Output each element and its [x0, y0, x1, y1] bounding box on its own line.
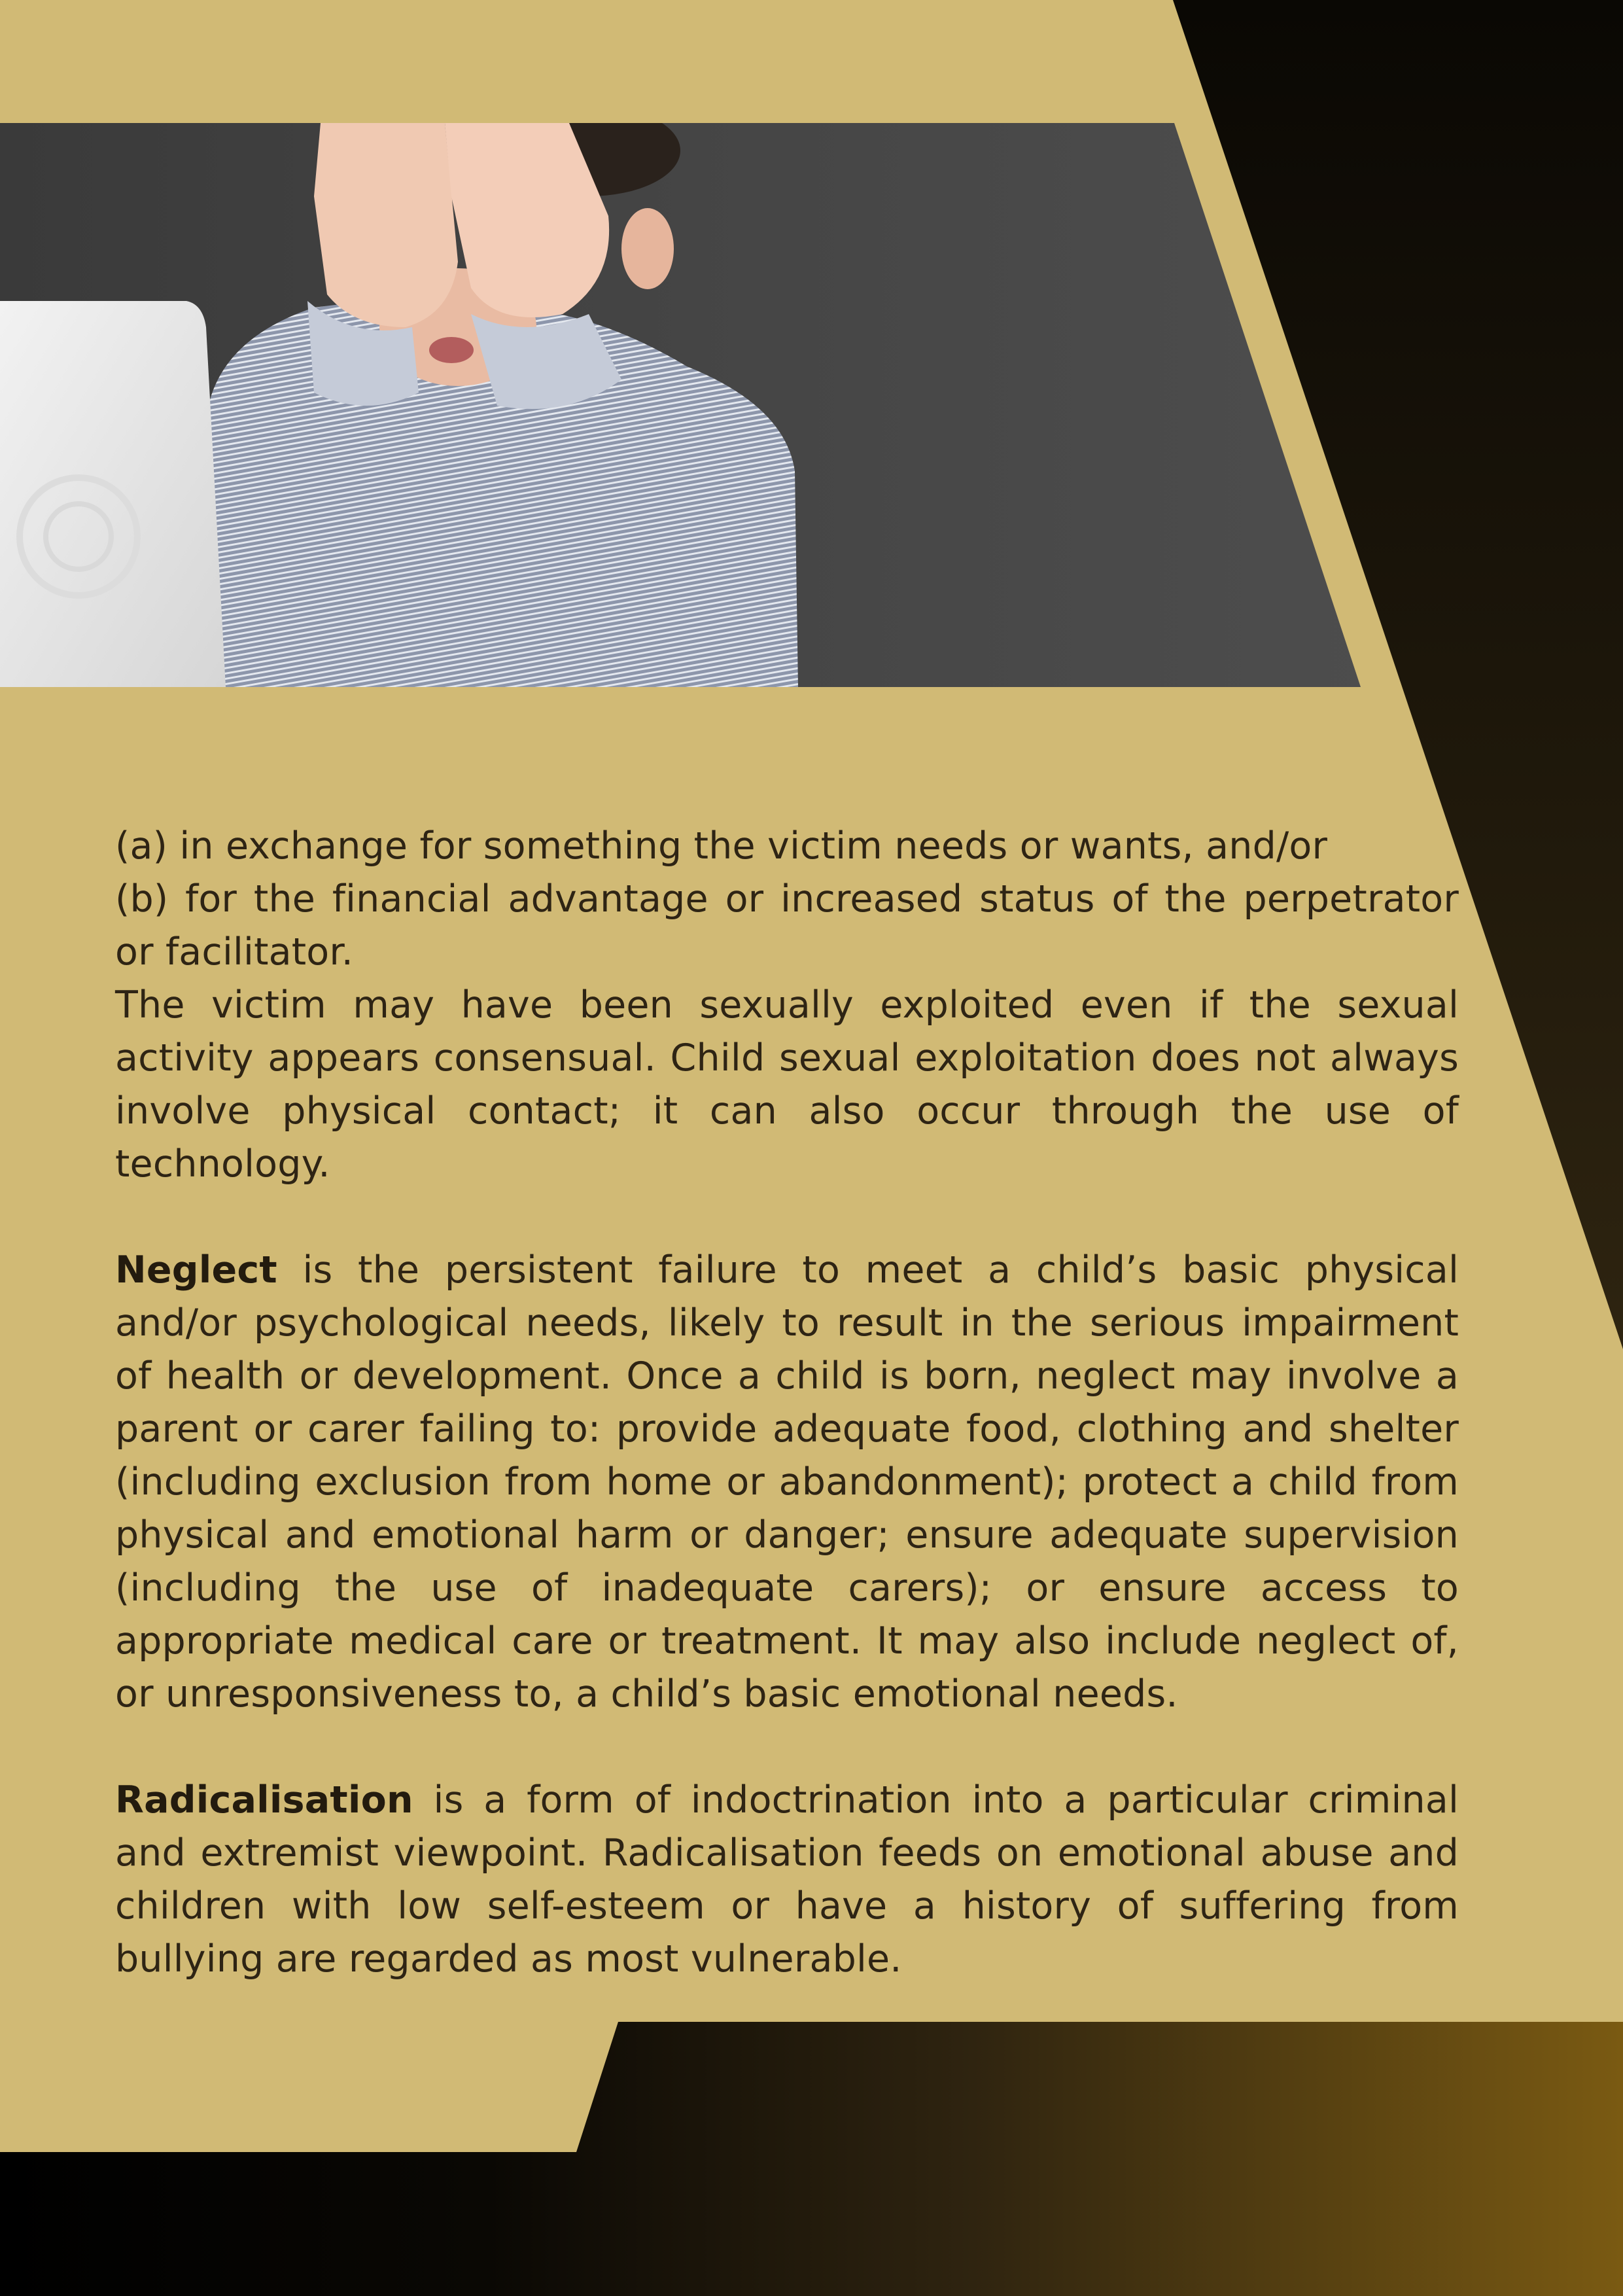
- exploitation-consent-paragraph: The victim may have been sexually exploited even if the sexual activity appears consensual. Child sexual exploitation does not always involve physical contact; it can also occur through the use of technology.: [115, 983, 1459, 1186]
- radicalisation-term: Radicalisation: [115, 1778, 413, 1822]
- exploitation-condition-a: (a) in exchange for something the victim needs or wants, and/or: [115, 824, 1328, 868]
- radicalisation-definition: is a form of indoctrination into a particular criminal and extremist viewpoint. Radicalisation feeds on emotional abuse and children with low self-esteem or have a history of suffering from bullying are regarded as most vulnerable.: [115, 1778, 1459, 1981]
- body-text: [115, 820, 1459, 1986]
- neglect-paragraph: [115, 1244, 1459, 1721]
- exploitation-condition-b: (b) for the financial advantage or increased status of the perpetrator or facilitator.: [115, 877, 1459, 974]
- neglect-term: Neglect: [115, 1248, 277, 1292]
- radicalisation-paragraph: [115, 1774, 1459, 1986]
- neglect-definition: is the persistent failure to meet a child’s basic physical and/or psychological needs, likely to result in the serious impairment of health or development. Once a child is born, neglect may involve a parent or carer failing to: provide adequate food, clothing and shelter (including exclusion from home or abandonment); protect a child from physical and emotional harm or danger; ensure adequate supervision (including the use of inadequate carers); or ensure access to appropriate medical care or treatment. It may also include neglect of, or unresponsiveness to, a child’s basic emotional needs.: [115, 1248, 1459, 1716]
- header-photo: [0, 105, 1374, 687]
- bottom-gradient-band: [0, 2022, 1623, 2296]
